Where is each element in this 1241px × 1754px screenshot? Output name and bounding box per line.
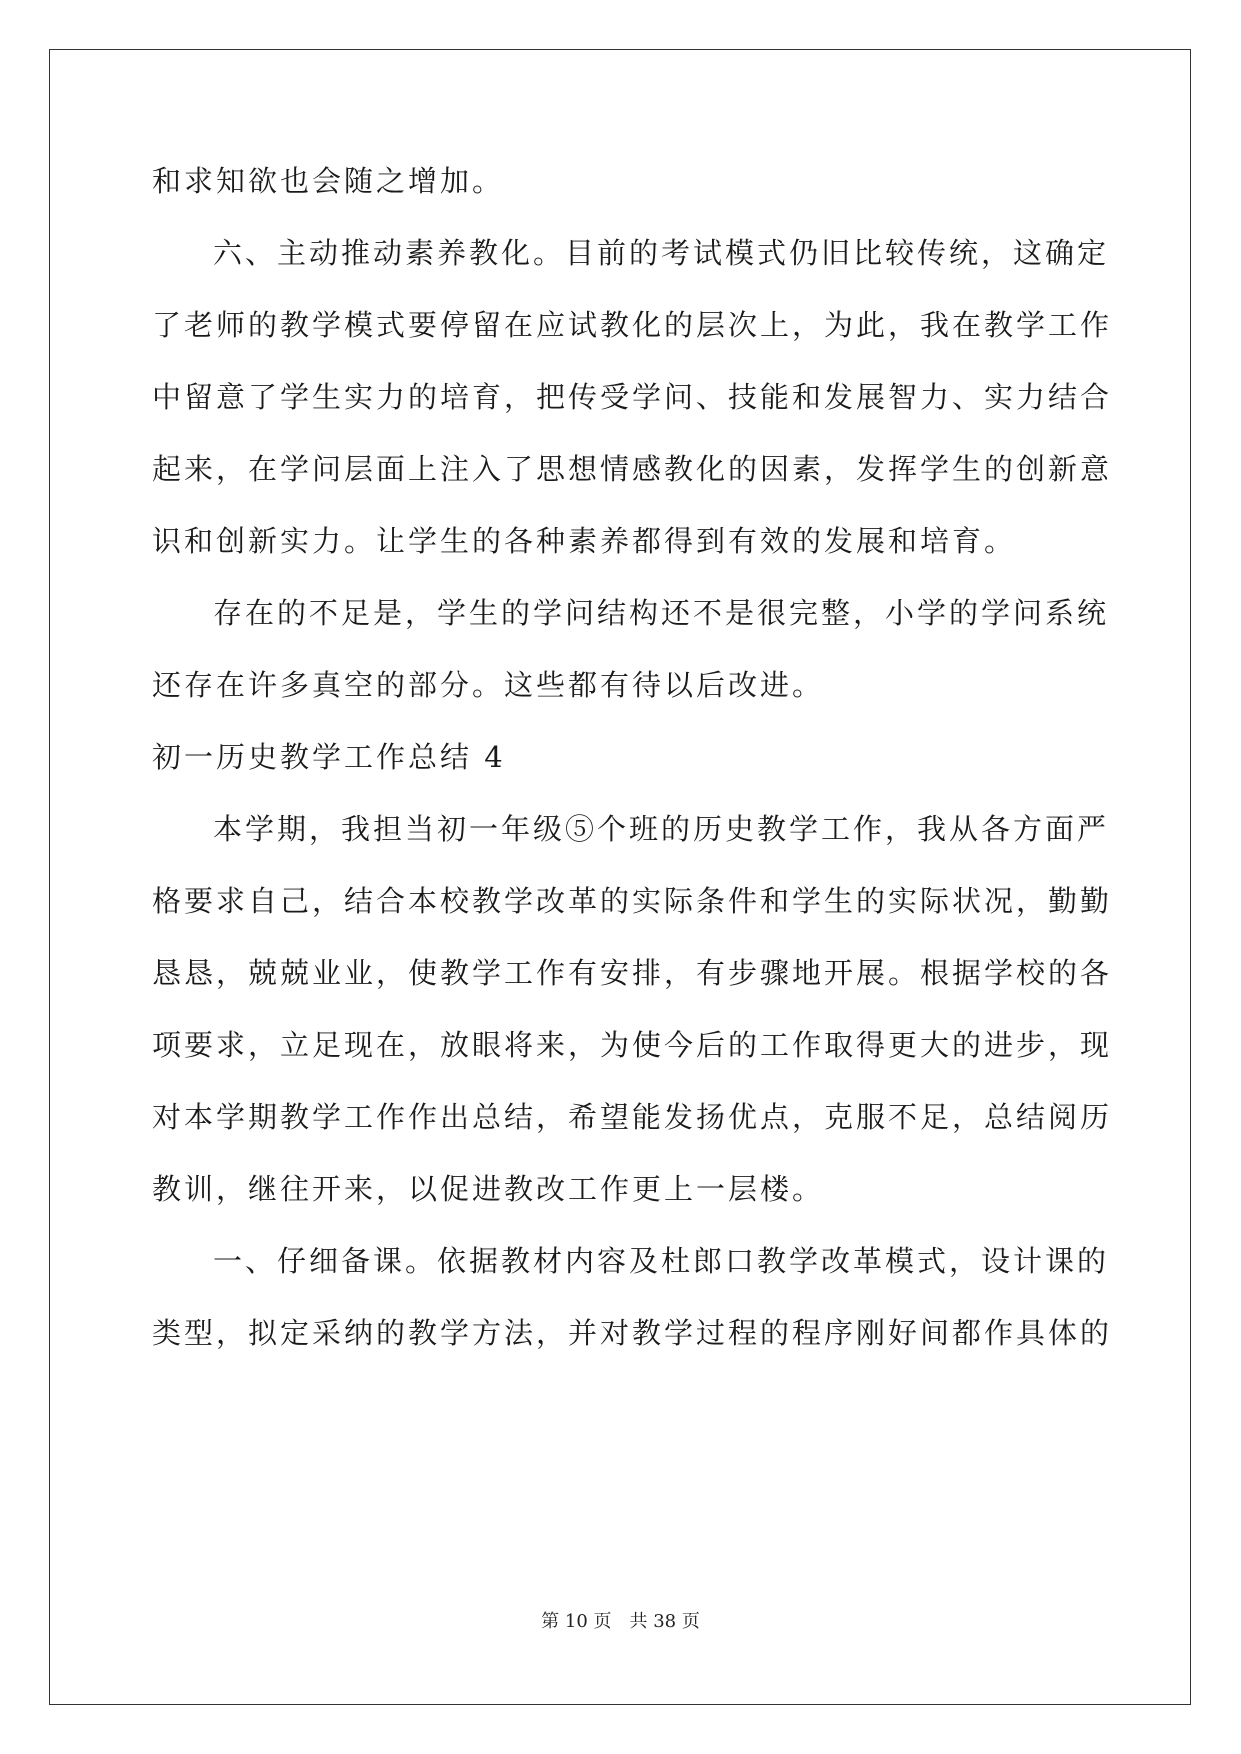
paragraph-line: 识和创新实力。让学生的各种素养都得到有效的发展和培育。 bbox=[152, 524, 1017, 558]
paragraph-line: 和求知欲也会随之增加。 bbox=[152, 164, 505, 198]
paragraph-line: 恳恳，兢兢业业，使教学工作有安排，有步骤地开展。根据学校的各 bbox=[152, 956, 1113, 990]
paragraph-line: 项要求，立足现在，放眼将来，为使今后的工作取得更大的进步，现 bbox=[152, 1028, 1113, 1062]
paragraph-line: 对本学期教学工作作出总结，希望能发扬优点，克服不足，总结阅历 bbox=[152, 1100, 1113, 1134]
page-footer bbox=[0, 1610, 1241, 1634]
paragraph-line: 本学期，我担当初一年级⑤个班的历史教学工作，我从各方面严 bbox=[213, 812, 1110, 846]
paragraph-line: 格要求自己，结合本校教学改革的实际条件和学生的实际状况，勤勤 bbox=[152, 884, 1113, 918]
page-total: 共 38 页 bbox=[629, 1611, 700, 1632]
paragraph-line: 中留意了学生实力的培育，把传受学问、技能和发展智力、实力结合 bbox=[152, 380, 1113, 414]
page-number: 第 10 页 bbox=[541, 1611, 612, 1632]
paragraph-line: 还存在许多真空的部分。这些都有待以后改进。 bbox=[152, 668, 825, 702]
paragraph-line: 了老师的教学模式要停留在应试教化的层次上，为此，我在教学工作 bbox=[152, 308, 1113, 342]
paragraph-line: 教训，继往开来，以促进教改工作更上一层楼。 bbox=[152, 1172, 825, 1206]
paragraph-line: 一、仔细备课。依据教材内容及杜郎口教学改革模式，设计课的 bbox=[213, 1244, 1110, 1278]
paragraph-line: 六、主动推动素养教化。目前的考试模式仍旧比较传统，这确定 bbox=[213, 236, 1110, 270]
paragraph-line: 类型，拟定采纳的教学方法，并对教学过程的程序刚好间都作具体的 bbox=[152, 1316, 1113, 1350]
page-border bbox=[49, 49, 1191, 1705]
paragraph-line: 存在的不足是，学生的学问结构还不是很完整，小学的学问系统 bbox=[213, 596, 1110, 630]
section-heading: 初一历史教学工作总结 4 bbox=[152, 740, 506, 774]
paragraph-line: 起来，在学问层面上注入了思想情感教化的因素，发挥学生的创新意 bbox=[152, 452, 1113, 486]
